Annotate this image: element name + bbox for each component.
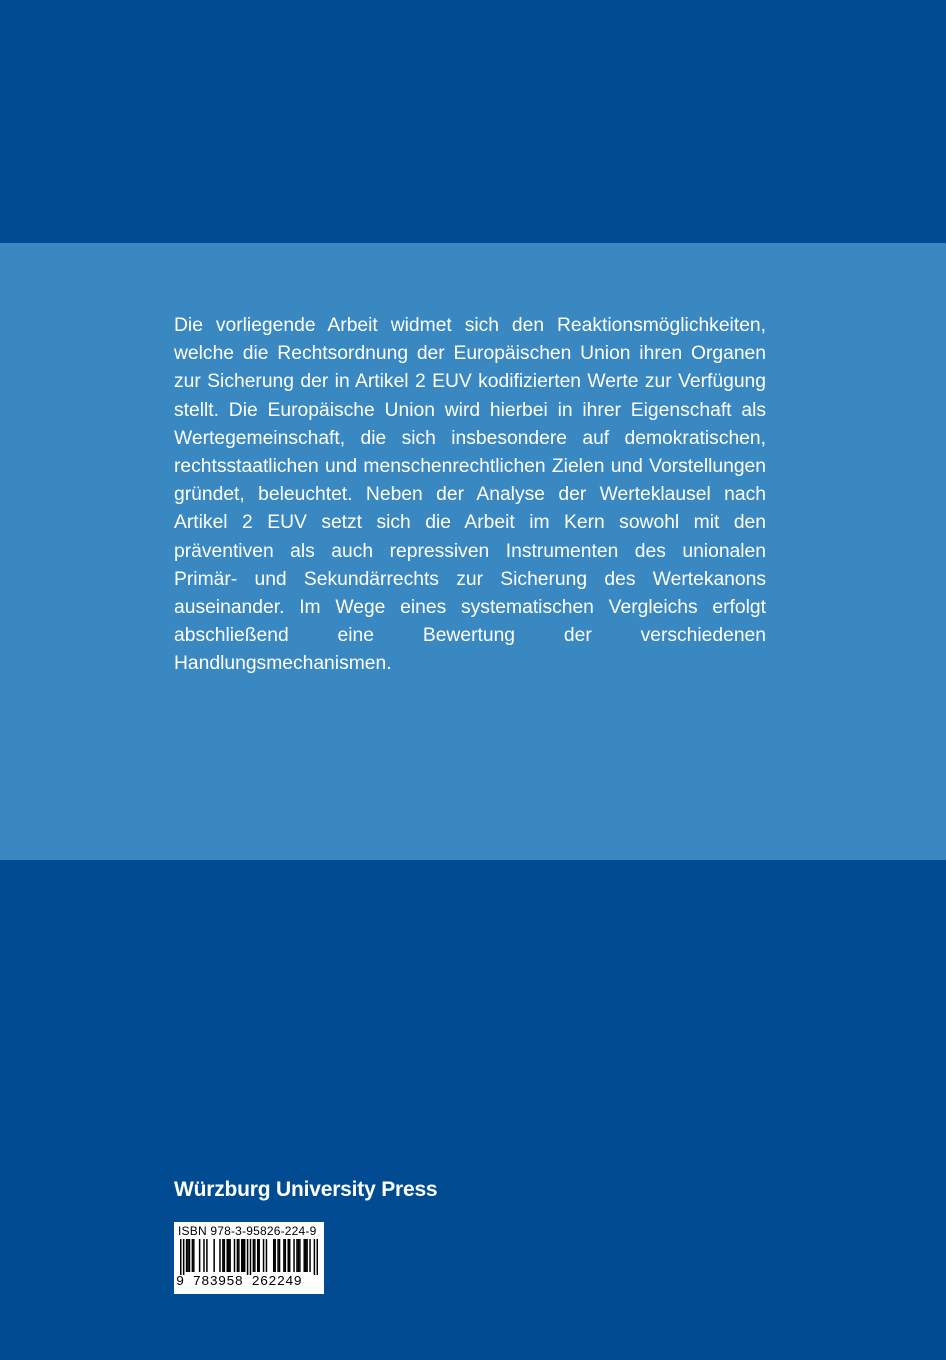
barcode-bar [314, 1239, 316, 1275]
barcode-bar [279, 1239, 281, 1272]
barcode-bar [234, 1239, 236, 1272]
barcode-bar [266, 1239, 268, 1272]
barcode-bars-icon [180, 1239, 318, 1275]
barcode-bar [219, 1239, 221, 1272]
barcode-bar [257, 1239, 259, 1272]
barcode-bar [250, 1239, 252, 1275]
ean-digits: 9 783958 262249 [176, 1275, 303, 1290]
isbn-barcode [174, 1222, 324, 1294]
barcode-bar [228, 1239, 230, 1272]
barcode-bar [222, 1239, 224, 1272]
barcode-bar [298, 1239, 300, 1272]
barcode-bar [273, 1239, 275, 1272]
back-cover-blurb [174, 312, 766, 679]
barcode-bar [287, 1239, 289, 1272]
barcode-bar [229, 1239, 231, 1272]
barcode-bar [296, 1239, 298, 1272]
barcode-bar [193, 1239, 195, 1272]
barcode-bar [277, 1239, 279, 1272]
blurb-text: Die vorliegende Arbeit widmet sich den Reaktionsmöglichkeiten, welche die Rechtsordnung der Europäischen Union ihren Organen zur Sicherung der in Artikel 2 EUV kodifizierten Werte zur Verfügung stellt. Die Europäische Union wird hierbei in ihrer Eigenschaft als Wertegemeinschaft, die sich insbesondere auf demokratischen, rechtsstaatlichen und menschenrechtlichen Zielen und Vorstellungen gründet, beleuchtet. Neben der Analyse der Werteklausel nach Artikel 2 EUV setzt sich die Arbeit im Kern sowohl mit den präventiven als auch repressiven Instrumenten des unionalen Primär- und Sekundärrechts zur Sicherung des Wertekanons auseinander. Im Wege eines systematischen Vergleichs erfolgt abschließend eine Bewertung der verschiedenen Handlungsmechanismen. [174, 315, 766, 675]
barcode-bar [192, 1239, 194, 1272]
barcode-bar [199, 1239, 201, 1272]
barcode-bar [283, 1239, 285, 1272]
barcode-bar [289, 1239, 291, 1272]
barcode-bar [203, 1239, 205, 1272]
barcode-bar [306, 1239, 308, 1272]
barcode-bar [263, 1239, 265, 1272]
barcode-bar [258, 1239, 260, 1272]
barcode-bar [241, 1239, 243, 1272]
barcode-bar [183, 1239, 185, 1275]
barcode-bar [254, 1239, 256, 1272]
barcode-bar [186, 1239, 188, 1272]
barcode-bar [206, 1239, 208, 1272]
barcode-bar [242, 1239, 244, 1272]
barcode-bar [237, 1239, 239, 1272]
barcode-bar [317, 1239, 318, 1275]
barcode-bar [274, 1239, 276, 1272]
barcode-bar [224, 1239, 226, 1272]
barcode-bar [309, 1239, 311, 1272]
barcode-bar [226, 1239, 228, 1272]
isbn-label: ISBN 978-3-95826-224-9 [178, 1224, 317, 1238]
barcode-bar [238, 1239, 240, 1272]
barcode-bar [180, 1239, 182, 1275]
barcode-bar [303, 1239, 305, 1272]
barcode-bar [244, 1239, 246, 1272]
publisher-name: Würzburg University Press [174, 1178, 438, 1201]
barcode-bar [299, 1239, 301, 1272]
barcode-bar [213, 1239, 215, 1272]
barcode-bar [189, 1239, 191, 1272]
barcode-bar [305, 1239, 307, 1272]
barcode-bar [253, 1239, 255, 1272]
barcode-bar [293, 1239, 295, 1272]
barcode-bar [285, 1239, 287, 1272]
barcode-bar [247, 1239, 249, 1275]
barcode-bar [187, 1239, 189, 1272]
